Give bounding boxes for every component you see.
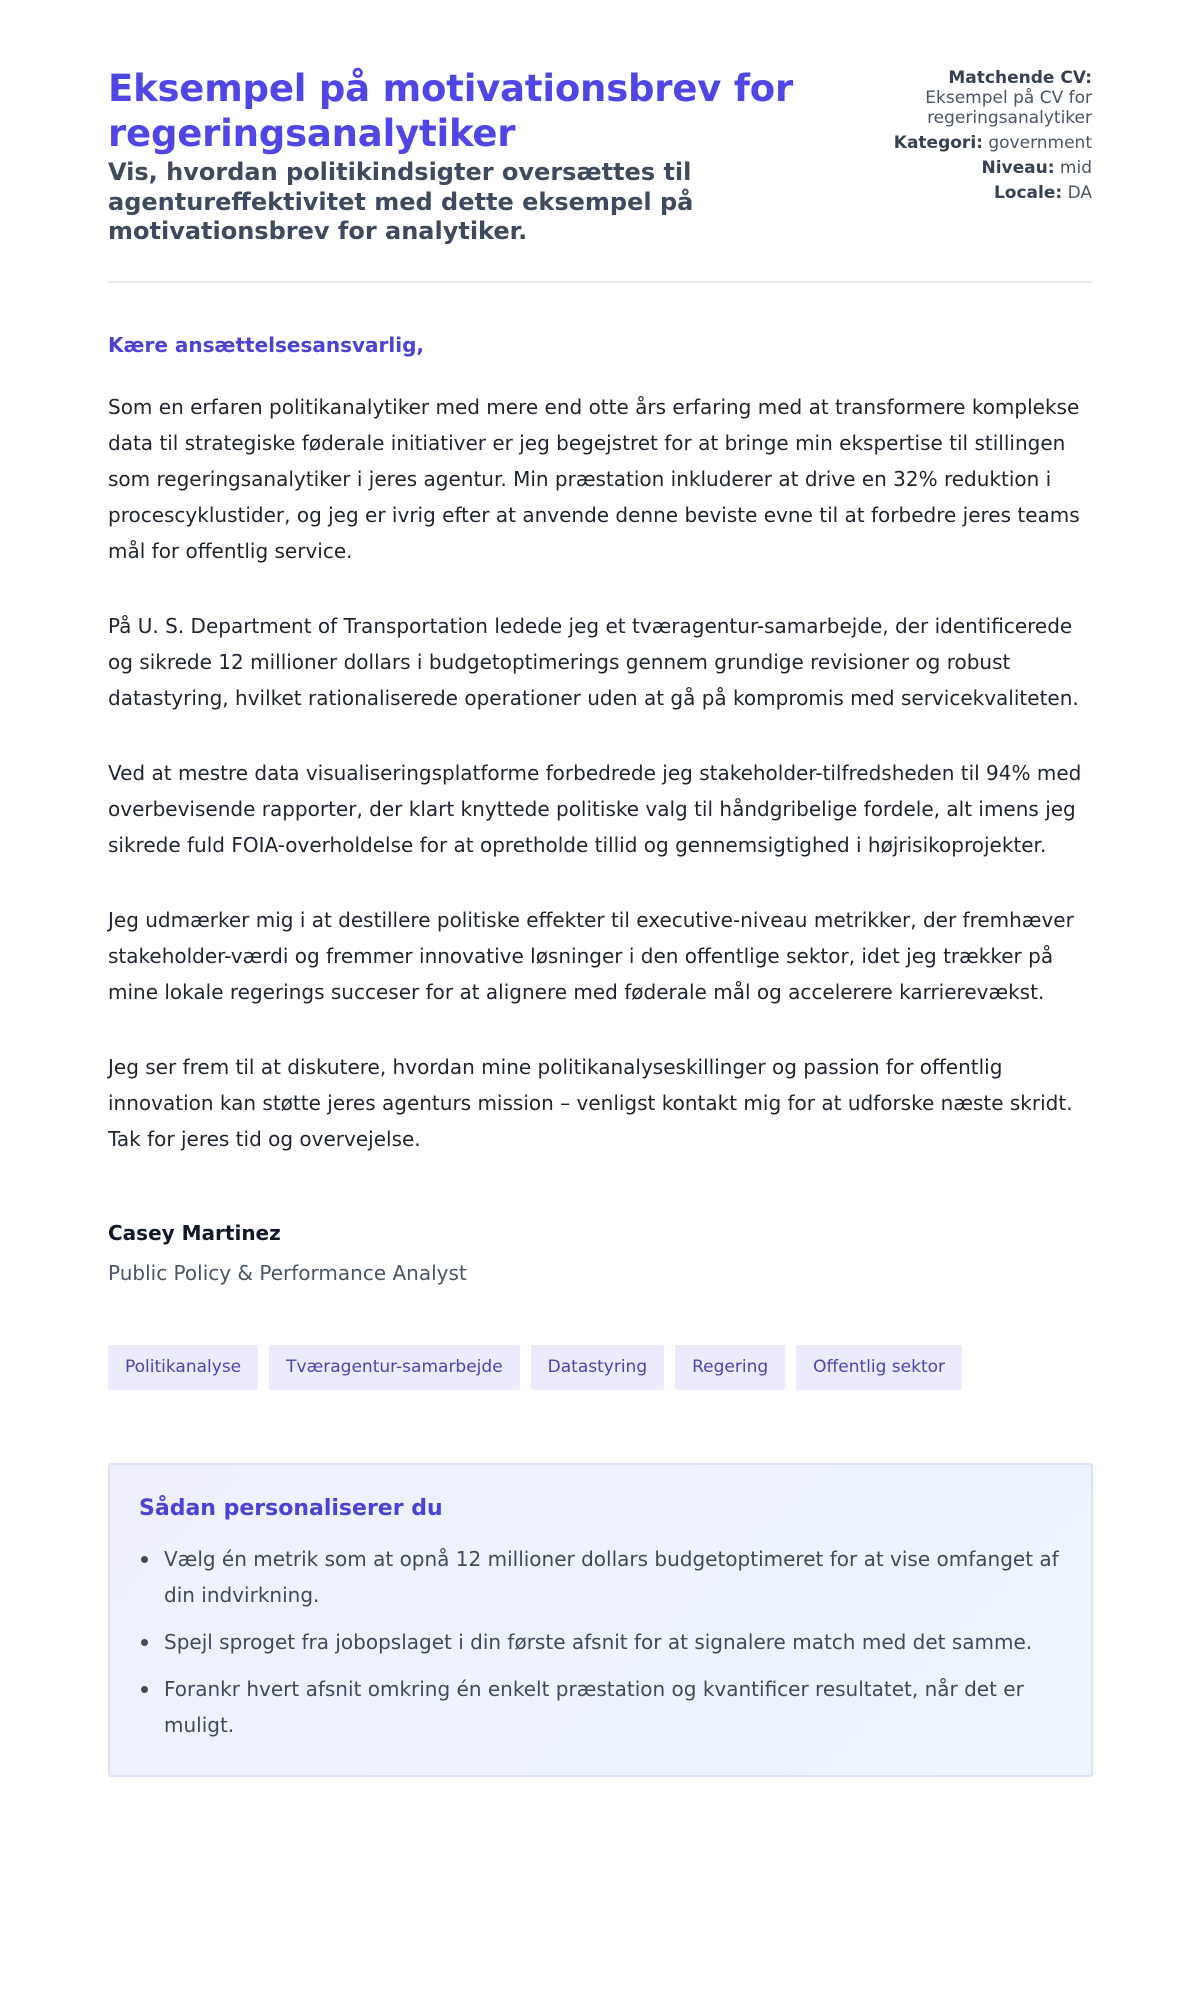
tag-tvaeragentur-samarbejde[interactable]: Tværagentur-samarbejde bbox=[269, 1345, 520, 1390]
meta-locale bbox=[856, 183, 1092, 203]
tip-text: Vælg én metrik som at opnå 12 millioner dollars budgetoptimeret for at vise omfanget af din indvirkning. bbox=[164, 1546, 1059, 1607]
personalization-tips-box bbox=[108, 1463, 1093, 1777]
tip-item bbox=[139, 1541, 1062, 1613]
meta-category-value: government bbox=[988, 133, 1092, 153]
meta-locale-label: Locale: bbox=[993, 183, 1063, 203]
meta-level-label: Niveau: bbox=[981, 158, 1055, 178]
tip-text: Forankr hvert afsnit omkring én enkelt præstation og kvantificer resultatet, når det er muligt. bbox=[164, 1676, 1024, 1737]
tips-list bbox=[139, 1541, 1062, 1743]
tag-politikanalyse[interactable]: Politikanalyse bbox=[108, 1345, 258, 1390]
signature-block bbox=[108, 1219, 1092, 1287]
tip-item bbox=[139, 1624, 1062, 1660]
tag-regering[interactable]: Regering bbox=[675, 1345, 785, 1390]
meta-matching-cv-label: Matchende CV: bbox=[948, 68, 1092, 88]
tag-list bbox=[108, 1345, 1092, 1390]
meta-panel bbox=[856, 66, 1092, 208]
meta-level-value: mid bbox=[1059, 158, 1092, 178]
meta-level bbox=[856, 158, 1092, 178]
header-title-block bbox=[108, 66, 856, 247]
signature-name: Casey Martinez bbox=[108, 1220, 281, 1245]
meta-matching-cv-link[interactable]: Eksempel på CV for regeringsanalytiker bbox=[925, 88, 1092, 128]
tag-offentlig-sektor[interactable]: Offentlig sektor bbox=[796, 1345, 962, 1390]
tag-datastyring[interactable]: Datastyring bbox=[531, 1345, 664, 1390]
letter-paragraph: Ved at mestre data visualiseringsplatforme forbedrede jeg stakeholder-tilfredsheden til 94% med overbevisende rapporter, der klart knyttede politiske valg til håndgribelige fordele, alt imens jeg sikrede fuld FOIA-overholdelse for at opretholde tillid og gennemsigtighed i højrisikoprojekter. bbox=[108, 760, 1082, 857]
bullet-icon bbox=[141, 1686, 148, 1693]
salutation: Kære ansættelsesansvarlig, bbox=[108, 332, 425, 357]
meta-category-label: Kategori: bbox=[893, 133, 983, 153]
tip-text: Spejl sproget fra jobopslaget i din første afsnit for at signalere match med det samme. bbox=[164, 1629, 1033, 1654]
meta-matching-cv bbox=[856, 68, 1092, 128]
page-header bbox=[108, 0, 1092, 283]
letter-body bbox=[108, 283, 1092, 1287]
page-title: Eksempel på motivationsbrev for regeringsanalytiker bbox=[108, 67, 794, 155]
meta-category bbox=[856, 133, 1092, 153]
signature-title: Public Policy & Performance Analyst bbox=[108, 1260, 467, 1285]
meta-locale-value: DA bbox=[1067, 183, 1092, 203]
bullet-icon bbox=[141, 1639, 148, 1646]
page-subtitle: Vis, hvordan politikindsigter oversættes til agentureffektivitet med dette eksempel på motivationsbrev for analytiker. bbox=[108, 158, 694, 245]
letter-paragraph: Jeg udmærker mig i at destillere politiske effekter til executive-niveau metrikker, der fremhæver stakeholder-værdi og fremmer innovative løsninger i den offentlige sektor, idet jeg trækker på mine lokale regerings succeser for at alignere med føderale mål og accelerere karrierevækst. bbox=[108, 907, 1074, 1004]
bullet-icon bbox=[141, 1556, 148, 1563]
tips-title: Sådan personaliserer du bbox=[139, 1495, 443, 1521]
letter-paragraph: På U. S. Department of Transportation ledede jeg et tværagentur-samarbejde, der identificerede og sikrede 12 millioner dollars i budgetoptimerings gennem grundige revisioner og robust datastyring, hvilket rationaliserede operationer uden at gå på kompromis med servicekvaliteten. bbox=[108, 613, 1079, 710]
letter-paragraph: Jeg ser frem til at diskutere, hvordan mine politikanalyseskillinger og passion for offentlig innovation kan støtte jeres agenturs mission – venligst kontakt mig for at udforske næste skridt. Tak for jeres tid og overvejelse. bbox=[108, 1054, 1073, 1151]
letter-paragraph: Som en erfaren politikanalytiker med mere end otte års erfaring med at transformere komplekse data til strategiske føderale initiativer er jeg begejstret for at bringe min ekspertise til stillingen som regeringsanalytiker i jeres agentur. Min præstation inkluderer at drive en 32% reduktion i procescyklustider, og jeg er ivrig efter at anvende denne beviste evne til at forbedre jeres teams mål for offentlig service. bbox=[108, 394, 1080, 563]
tip-item bbox=[139, 1671, 1062, 1743]
